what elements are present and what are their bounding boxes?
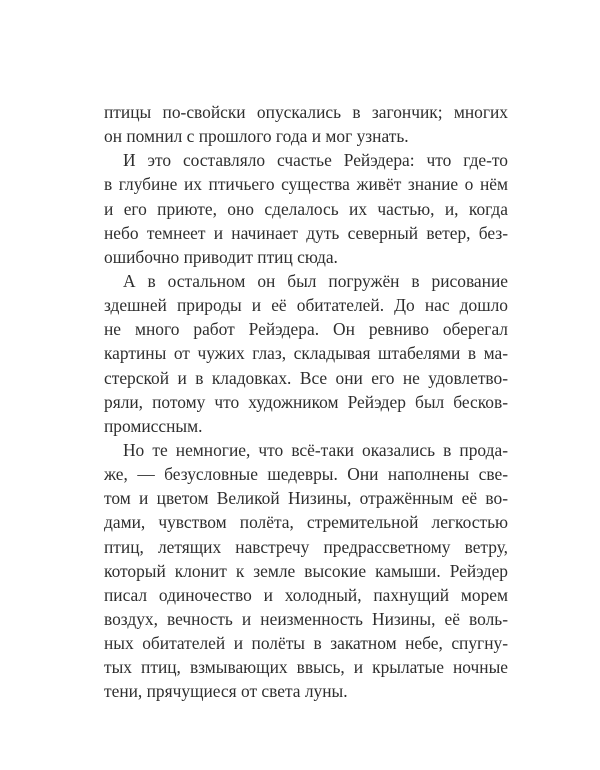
text-line: А в остальном он был погружён в рисование	[123, 270, 508, 291]
paragraph	[104, 438, 508, 704]
text-line: же, — безусловные шедевры. Они наполнены све-	[104, 464, 508, 485]
paragraph	[104, 269, 508, 438]
text-line: не много работ Рейэдера. Он ревниво оберегал	[104, 319, 508, 340]
text-line: дами, чувством полёта, стремительной легкостью	[104, 512, 508, 533]
text-line: здешней природы и её обитателей. До нас дошло	[104, 295, 508, 316]
text-line: том и цветом Великой Низины, отражённым её во-	[104, 488, 508, 509]
text-line: Но те немногие, что всё-таки оказались в прода-	[123, 439, 508, 460]
text-line: в глубине их птичьего существа живёт знание о нём	[104, 174, 508, 195]
text-line: птицы по-свойски опускались в загончик; многих	[104, 102, 508, 122]
text-line: ряли, потому что художником Рейэдер был бесков-	[104, 391, 508, 412]
text-line: небо темнеет и начинает дуть северный ветер, без-	[104, 222, 508, 243]
text-line: картины от чужих глаз, складывая штабелями в ма-	[104, 343, 508, 364]
text-line: промиссным.	[104, 415, 203, 436]
text-line: который клонит к земле высокие камыши. Рейэдер	[104, 560, 508, 581]
text-line: он помнил с прошлого года и мог узнать.	[104, 126, 409, 147]
text-line: ных обитателей и полёты в закатном небе, спугну-	[104, 633, 508, 654]
text-line: воздух, вечность и неизменность Низины, её воль-	[104, 608, 508, 629]
book-page-text	[104, 100, 508, 704]
text-line: И это составляло счастье Рейэдера: что где-то	[123, 150, 508, 171]
text-line: тых птиц, взмывающих ввысь, и крылатые ночные	[104, 657, 508, 678]
paragraph	[104, 148, 508, 269]
paragraph	[104, 100, 508, 148]
text-line: ошибочно приводит птиц сюда.	[104, 246, 338, 267]
text-line: стерской и в кладовках. Все они его не удовлетво-	[104, 367, 508, 388]
text-line: птиц, летящих навстречу предрассветному ветру,	[104, 536, 508, 557]
text-line: тени, прячущиеся от света луны.	[104, 681, 348, 702]
text-line: и его приюте, оно сделалось их частью, и, когда	[104, 198, 508, 219]
text-line: писал одиночество и холодный, пахнущий морем	[104, 584, 508, 605]
